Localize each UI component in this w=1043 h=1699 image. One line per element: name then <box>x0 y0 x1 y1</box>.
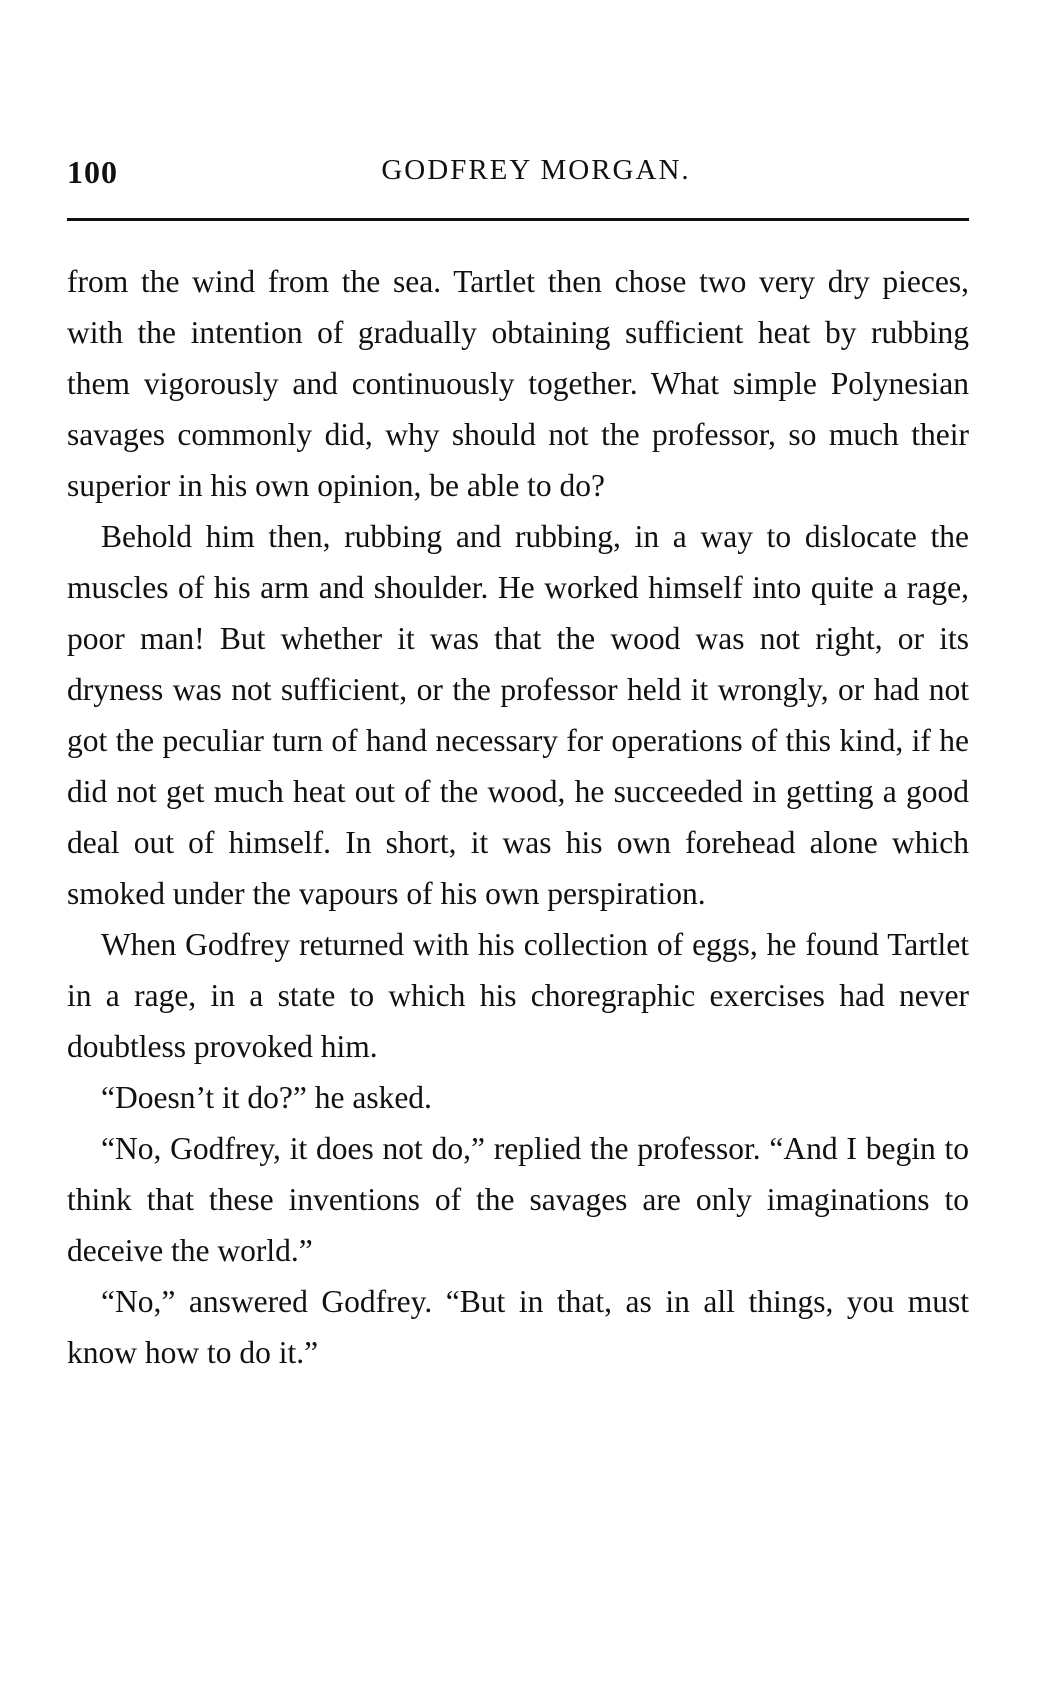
page-number: 100 <box>67 154 118 190</box>
paragraph-behold: Behold him then, rubbing and rubbing, in a way to dislocate the muscles of his arm and shoulder. He worked himself into quite a rage, poor man! But whether it was that the wood was not right, or its dryness was not sufficient, or the professor held it wrongly, or had not got the peculiar turn of hand necessary for operations of this kind, if he did not get much heat out of the wood, he succeeded in getting a good deal out of himself. In short, it was his own forehead alone which smoked under the vapours of his own perspiration. <box>67 519 969 911</box>
dialogue-question: “Doesn’t it do?” he asked. <box>101 1080 432 1115</box>
running-head <box>67 150 969 196</box>
header-rule <box>67 218 969 221</box>
running-title: GODFREY MORGAN. <box>381 154 691 186</box>
paragraph-godfrey-returned: When Godfrey returned with his collection of eggs, he found Tartlet in a rage, in a state to which his choregraphic exercises had never doubtless provoked him. <box>67 927 969 1064</box>
body-text <box>67 256 969 1378</box>
paragraph-continued: from the wind from the sea. Tartlet then chose two very dry pieces, with the intention of gradually obtaining sufficient heat by rubbing them vigorously and continuously together. What simple Polynesian savages commonly did, why should not the professor, so much their superior in his own opinion, be able to do? <box>67 264 969 503</box>
dialogue-professor-reply: “No, Godfrey, it does not do,” replied the professor. “And I begin to think that these inventions of the savages are only imaginations to deceive the world.” <box>67 1131 969 1268</box>
dialogue-godfrey-answer: “No,” answered Godfrey. “But in that, as in all things, you must know how to do it.” <box>67 1284 969 1370</box>
